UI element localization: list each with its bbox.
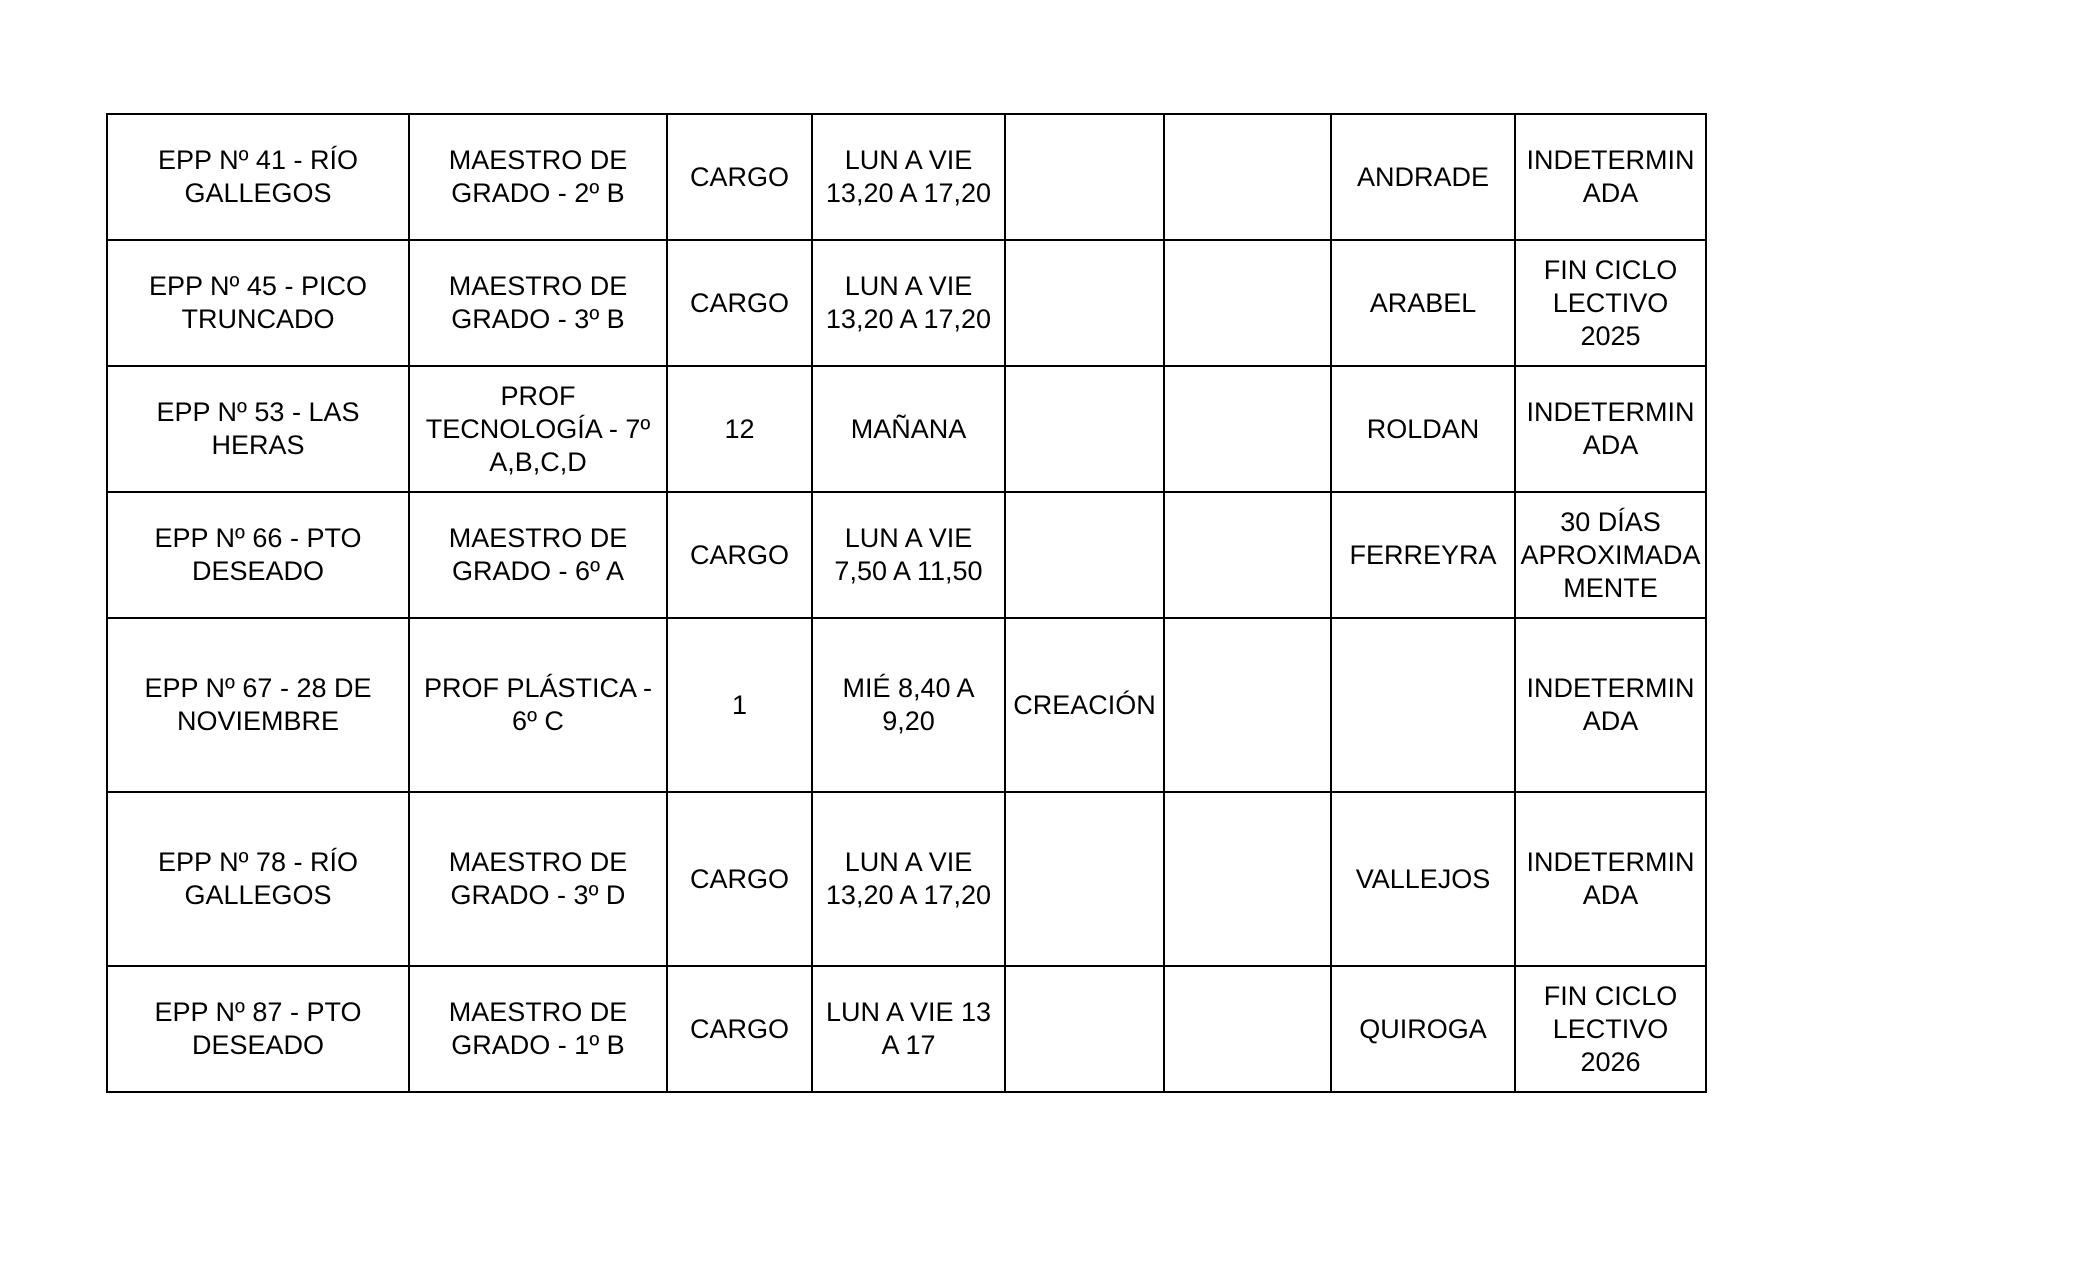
table-row xyxy=(107,366,1706,492)
position-cell: PROF PLÁSTICA - 6º C xyxy=(409,618,667,792)
empty-cell xyxy=(1164,618,1331,792)
empty-cell xyxy=(1164,492,1331,618)
holder-cell: ANDRADE xyxy=(1331,114,1515,240)
empty-cell xyxy=(1164,966,1331,1092)
schedule-cell: LUN A VIE 7,50 A 11,50 xyxy=(812,492,1005,618)
hours-cell: CARGO xyxy=(667,792,812,966)
school-cell: EPP Nº 45 - PICO TRUNCADO xyxy=(107,240,409,366)
schedule-cell: LUN A VIE 13,20 A 17,20 xyxy=(812,792,1005,966)
hours-cell: 12 xyxy=(667,366,812,492)
duration-cell: INDETERMIN ADA xyxy=(1515,618,1706,792)
schedule-cell: LUN A VIE 13 A 17 xyxy=(812,966,1005,1092)
schedule-cell: MIÉ 8,40 A 9,20 xyxy=(812,618,1005,792)
hours-cell: 1 xyxy=(667,618,812,792)
reason-cell xyxy=(1005,366,1164,492)
table-row xyxy=(107,240,1706,366)
school-cell: EPP Nº 78 - RÍO GALLEGOS xyxy=(107,792,409,966)
reason-cell: CREACIÓN xyxy=(1005,618,1164,792)
position-cell: MAESTRO DE GRADO - 1º B xyxy=(409,966,667,1092)
duration-cell: FIN CICLO LECTIVO 2025 xyxy=(1515,240,1706,366)
position-cell: MAESTRO DE GRADO - 3º B xyxy=(409,240,667,366)
holder-cell: VALLEJOS xyxy=(1331,792,1515,966)
empty-cell xyxy=(1164,366,1331,492)
duration-cell: 30 DÍAS APROXIMADA MENTE xyxy=(1515,492,1706,618)
schedule-cell: MAÑANA xyxy=(812,366,1005,492)
duration-cell: INDETERMIN ADA xyxy=(1515,366,1706,492)
position-cell: MAESTRO DE GRADO - 3º D xyxy=(409,792,667,966)
holder-cell: ROLDAN xyxy=(1331,366,1515,492)
school-cell: EPP Nº 41 - RÍO GALLEGOS xyxy=(107,114,409,240)
table-row xyxy=(107,492,1706,618)
duration-cell: INDETERMIN ADA xyxy=(1515,792,1706,966)
empty-cell xyxy=(1164,792,1331,966)
hours-cell: CARGO xyxy=(667,114,812,240)
table-row xyxy=(107,618,1706,792)
duration-cell: FIN CICLO LECTIVO 2026 xyxy=(1515,966,1706,1092)
school-cell: EPP Nº 53 - LAS HERAS xyxy=(107,366,409,492)
schedule-cell: LUN A VIE 13,20 A 17,20 xyxy=(812,114,1005,240)
reason-cell xyxy=(1005,492,1164,618)
holder-cell: FERREYRA xyxy=(1331,492,1515,618)
hours-cell: CARGO xyxy=(667,492,812,618)
duration-cell: INDETERMIN ADA xyxy=(1515,114,1706,240)
position-cell: MAESTRO DE GRADO - 6º A xyxy=(409,492,667,618)
hours-cell: CARGO xyxy=(667,966,812,1092)
school-cell: EPP Nº 66 - PTO DESEADO xyxy=(107,492,409,618)
holder-cell: QUIROGA xyxy=(1331,966,1515,1092)
table-row xyxy=(107,966,1706,1092)
table-row xyxy=(107,792,1706,966)
holder-cell: ARABEL xyxy=(1331,240,1515,366)
schedule-table xyxy=(106,113,1707,1093)
empty-cell xyxy=(1164,240,1331,366)
reason-cell xyxy=(1005,792,1164,966)
reason-cell xyxy=(1005,114,1164,240)
table-row xyxy=(107,114,1706,240)
position-cell: MAESTRO DE GRADO - 2º B xyxy=(409,114,667,240)
holder-cell xyxy=(1331,618,1515,792)
reason-cell xyxy=(1005,966,1164,1092)
schedule-cell: LUN A VIE 13,20 A 17,20 xyxy=(812,240,1005,366)
school-cell: EPP Nº 87 - PTO DESEADO xyxy=(107,966,409,1092)
reason-cell xyxy=(1005,240,1164,366)
hours-cell: CARGO xyxy=(667,240,812,366)
empty-cell xyxy=(1164,114,1331,240)
school-cell: EPP Nº 67 - 28 DE NOVIEMBRE xyxy=(107,618,409,792)
position-cell: PROF TECNOLOGÍA - 7º A,B,C,D xyxy=(409,366,667,492)
